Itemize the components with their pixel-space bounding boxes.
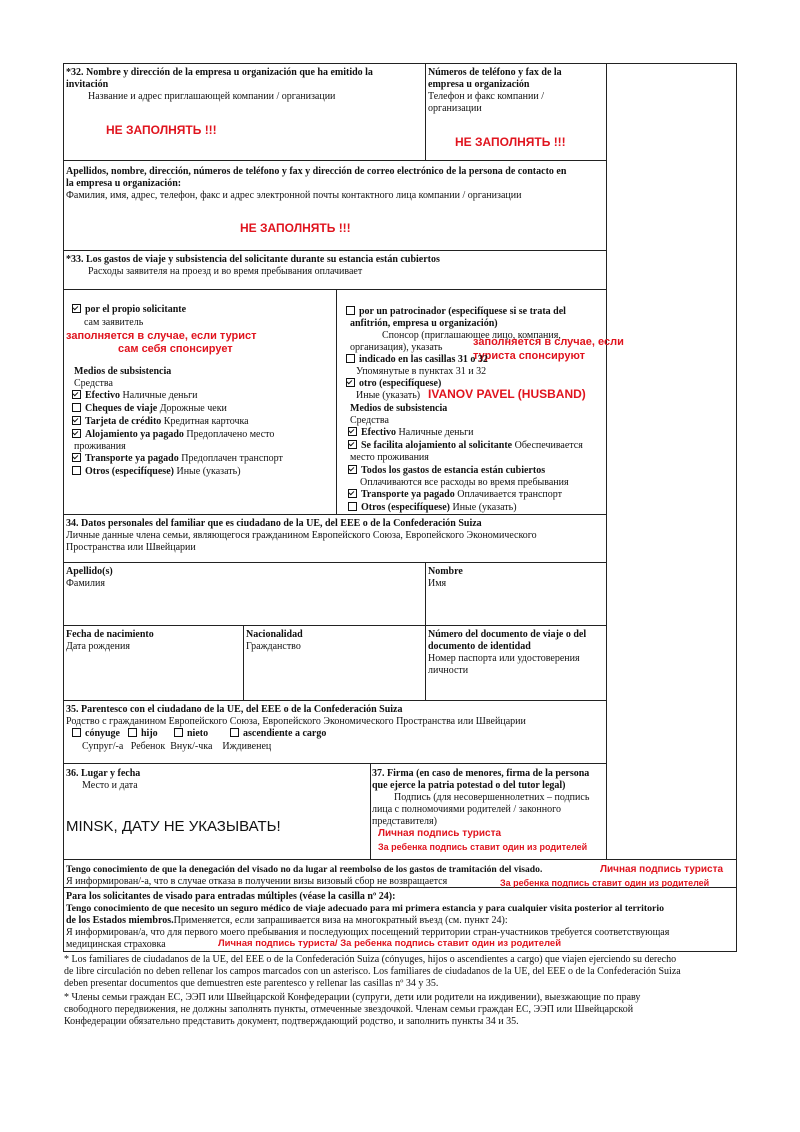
right-todos-option[interactable]: Todos los gastos de estancia están cubiertos [348, 465, 545, 477]
num-doc-label: Número del documento de viaje o del [428, 629, 587, 640]
right-transp-option[interactable]: Transporte ya pagado Оплачивается транспорт [348, 489, 562, 501]
left-aloj-ru-2: проживания [74, 441, 126, 452]
otro-ru: Иные (указать) [356, 390, 421, 401]
left-medios: Medios de subsistencia [74, 366, 172, 377]
left-aloj-option[interactable]: Alojamiento ya pagado Предоплачено место [72, 429, 274, 441]
nombre-ru: Имя [428, 578, 447, 589]
s35-ru: Родство с гражданином Европейского Союза, Европейского Экономического Пространства или Швейцарии [66, 716, 526, 727]
sponsor-note-1: заполняется в случае, если [473, 336, 624, 348]
foot-ru-1: * Члены семьи граждан ЕС, ЭЭП или Швейцарской Конфедерации (супруги, дети или родители на иждивении), выезжающие по праву [64, 992, 641, 1003]
s32-phone-title-2: empresa u organización [428, 79, 530, 90]
apellido-ru: Фамилия [66, 578, 105, 589]
s32-phone-title: Números de teléfono y fax de la [428, 67, 562, 78]
s37-title-2: que ejerce la patria potestad o del tutor legal) [372, 780, 566, 791]
foot-ru-3: Конфедерации обязательно представить документ, подтверждающий родство, и заполнить пункты 34 и 35. [64, 1016, 519, 1027]
num-doc-ru: Номер паспорта или удостоверения [428, 653, 580, 664]
right-otros-checkbox[interactable] [348, 502, 357, 511]
left-otros-checkbox[interactable] [72, 466, 81, 475]
right-medios: Medios de subsistencia [350, 403, 448, 414]
s34-title: 34. Datos personales del familiar que es ciudadano de la UE, del EEE o de la Confederación Suiza [66, 518, 482, 529]
s37-ru-3: представителя) [372, 816, 437, 827]
foot-es-2: de libre circulación no deben rellenar los campos marcados con un asterisco. Los familiares de ciudadanos de la UE, del EEE o de la Confederación Suiza [64, 966, 681, 977]
left-efectivo-option[interactable]: Efectivo Наличные деньги [72, 390, 198, 402]
nieto-option[interactable]: nieto [174, 728, 208, 740]
s35-ru-options: Супруг/-а Ребенок Внук/-чка Иждивенец [82, 741, 272, 752]
nac-label: Nacionalidad [246, 629, 303, 640]
sponsor-ru: Спонсор (приглашающее лицо, компания, [382, 330, 561, 341]
nieto-checkbox[interactable] [174, 728, 183, 737]
s32-phone-ru-2: организации [428, 103, 482, 114]
s32-ru: Название и адрес приглашающей компании / организации [88, 91, 336, 102]
s37-note-2: За ребенка подпись ставит один из родителей [378, 842, 588, 852]
left-aloj-checkbox[interactable] [72, 429, 81, 438]
left-cheques-option[interactable]: Cheques de viaje Дорожные чеки [72, 403, 227, 415]
left-transp-option[interactable]: Transporte ya pagado Предоплачен транспорт [72, 453, 283, 465]
indicado-option[interactable]: indicado en las casillas 31 o 32 [346, 354, 488, 366]
right-efectivo-option[interactable]: Efectivo Наличные деньги [348, 427, 474, 439]
denial-note-2: За ребенка подпись ставит один из родителей [500, 878, 710, 888]
right-transp-checkbox[interactable] [348, 489, 357, 498]
sponsor-option[interactable]: por un patrocinador (especifíquese si se trata del [346, 306, 566, 318]
left-tarjeta-checkbox[interactable] [72, 416, 81, 425]
multi-text-1: Tengo conocimiento de que necesito un seguro médico de viaje adecuado para mi primera estancia y para cualquier visita posterior al territorio [66, 903, 665, 914]
right-facilita-checkbox[interactable] [348, 440, 357, 449]
s37-ru: Подпись (для несовершеннолетних – подпись [394, 792, 590, 803]
left-cheques-checkbox[interactable] [72, 403, 81, 412]
nac-ru: Гражданство [246, 641, 301, 652]
right-todos-checkbox[interactable] [348, 465, 357, 474]
hijo-option[interactable]: hijo [128, 728, 158, 740]
self-sponsor-option[interactable]: por el propio solicitante [72, 304, 186, 316]
s32-title-2: invitación [66, 79, 109, 90]
contact-title: Apellidos, nombre, dirección, números de teléfono y fax y dirección de correo electrónico de la persona de contacto en [66, 166, 567, 177]
s32-phone-note: НЕ ЗАПОЛНЯТЬ !!! [455, 135, 566, 149]
fecha-label: Fecha de nacimiento [66, 629, 154, 640]
left-tarjeta-option[interactable]: Tarjeta de crédito Кредитная карточка [72, 416, 249, 428]
self-sponsor-note-1: заполняется в случае, если турист [66, 330, 257, 342]
s33-title: *33. Los gastos de viaje y subsistencia del solicitante durante su estancia están cubiertos [66, 254, 440, 265]
denial-title: Tengo conocimiento de que la denegación del visado no da lugar al reembolso de los gastos de tramitación del visado. [66, 864, 543, 875]
left-medios-ru: Средства [74, 378, 113, 389]
asc-checkbox[interactable] [230, 728, 239, 737]
num-doc-ru-2: личности [428, 665, 469, 676]
s37-note-1: Личная подпись туриста [378, 828, 502, 839]
apellido-label: Apellido(s) [66, 566, 113, 577]
foot-es-3: deben presentar documentos que demuestren este parentesco y rellenar las casillas nº 34 y 35. [64, 978, 439, 989]
self-sponsor-note-2: сам себя спонсирует [118, 343, 233, 355]
denial-note-1: Личная подпись туриста [600, 864, 724, 875]
multi-ru-2: медицинская страховка [66, 939, 166, 950]
right-facilita-ru-2: место проживания [350, 452, 429, 463]
left-transp-checkbox[interactable] [72, 453, 81, 462]
s37-ru-2: лица с полномочиями родителей / законного [372, 804, 561, 815]
foot-es-1: * Los familiares de ciudadanos de la UE, del EEE o de la Confederación Suiza (cónyuges, hijos o ascendientes a cargo) que viajen ejerciendo su derecho [64, 954, 677, 965]
s32-phone-ru: Телефон и факс компании / [428, 91, 544, 102]
s37-title: 37. Firma (en caso de menores, firma de la persona [372, 768, 590, 779]
place-date-value[interactable]: MINSK, ДАТУ НЕ УКАЗЫВАТЬ! [66, 818, 281, 835]
indicado-ru: Упомянутые в пунктах 31 и 32 [356, 366, 487, 377]
s34-ru: Личные данные члена семьи, являющегося гражданином Европейского Союза, Европейского Экономического [66, 530, 537, 541]
multi-title: Para los solicitantes de visado para entradas múltiples (véase la casilla nº 24): [66, 891, 396, 902]
sponsor-ru-2: организация), указать [350, 342, 443, 353]
foot-ru-2: свободного передвижения, не должны заполнять пункты, отмеченные звездочкой. Членам семьи граждан ЕС, ЭЭП или Швейцарской [64, 1004, 634, 1015]
contact-ru: Фамилия, имя, адрес, телефон, факс и адрес электронной почты контактного лица компании / организации [66, 190, 522, 201]
conyuge-checkbox[interactable] [72, 728, 81, 737]
right-efectivo-checkbox[interactable] [348, 427, 357, 436]
nombre-label: Nombre [428, 566, 463, 577]
num-doc-label-2: documento de identidad [428, 641, 531, 652]
s34-ru-2: Пространства или Швейцарии [66, 542, 196, 553]
s33-ru: Расходы заявителя на проезд и во время пребывания оплачивает [88, 266, 363, 277]
sponsor-note-2: туриста спонсируют [473, 350, 585, 362]
left-efectivo-checkbox[interactable] [72, 390, 81, 399]
self-sponsor-ru: сам заявитель [84, 317, 144, 328]
otro-option[interactable]: otro (especifíquese) [346, 378, 441, 390]
multi-ru-1: Я информирован/а, что для первого моего пребывания и последующих посещений территории стран-участников требуется соответствующая [66, 927, 670, 938]
multi-note: Личная подпись туриста/ За ребенка подпись ставит один из родителей [218, 938, 562, 949]
sponsor-name-value[interactable]: IVANOV PAVEL (HUSBAND) [428, 387, 586, 401]
denial-ru: Я информирован/-а, что в случае отказа в получении визы визовый сбор не возвращается [66, 876, 448, 887]
multi-text-2: de los Estados miembros.Применяется, если запрашивается виза на многократный въезд (см. пункт 24): [66, 915, 508, 926]
s32-title: *32. Nombre y dirección de la empresa u organización que ha emitido la [66, 67, 373, 78]
contact-note: НЕ ЗАПОЛНЯТЬ !!! [240, 221, 351, 235]
fecha-ru: Дата рождения [66, 641, 130, 652]
right-facilita-option[interactable]: Se facilita alojamiento al solicitante Обеспечивается [348, 440, 583, 452]
s36-title: 36. Lugar y fecha [66, 768, 141, 779]
asc-option[interactable]: ascendiente a cargo [230, 728, 326, 740]
contact-title-2: la empresa u organización: [66, 178, 182, 189]
indicado-checkbox[interactable] [346, 354, 355, 363]
sponsor-line-2: anfitrión, empresa u organización) [350, 318, 498, 329]
self-sponsor-checkbox[interactable] [72, 304, 81, 313]
right-medios-ru: Средства [350, 415, 389, 426]
sponsor-checkbox[interactable] [346, 306, 355, 315]
right-otros-option[interactable]: Otros (especifíquese) Иные (указать) [348, 502, 517, 514]
s36-ru: Место и дата [82, 780, 138, 791]
otro-checkbox[interactable] [346, 378, 355, 387]
conyuge-option[interactable]: cónyuge [72, 728, 120, 740]
right-todos-ru: Оплачиваются все расходы во время пребывания [360, 477, 569, 488]
hijo-checkbox[interactable] [128, 728, 137, 737]
left-otros-option[interactable]: Otros (especifíquese) Иные (указать) [72, 466, 241, 478]
s35-title: 35. Parentesco con el ciudadano de la UE, del EEE o de la Confederación Suiza [66, 704, 403, 715]
s32-note: НЕ ЗАПОЛНЯТЬ !!! [106, 123, 217, 137]
